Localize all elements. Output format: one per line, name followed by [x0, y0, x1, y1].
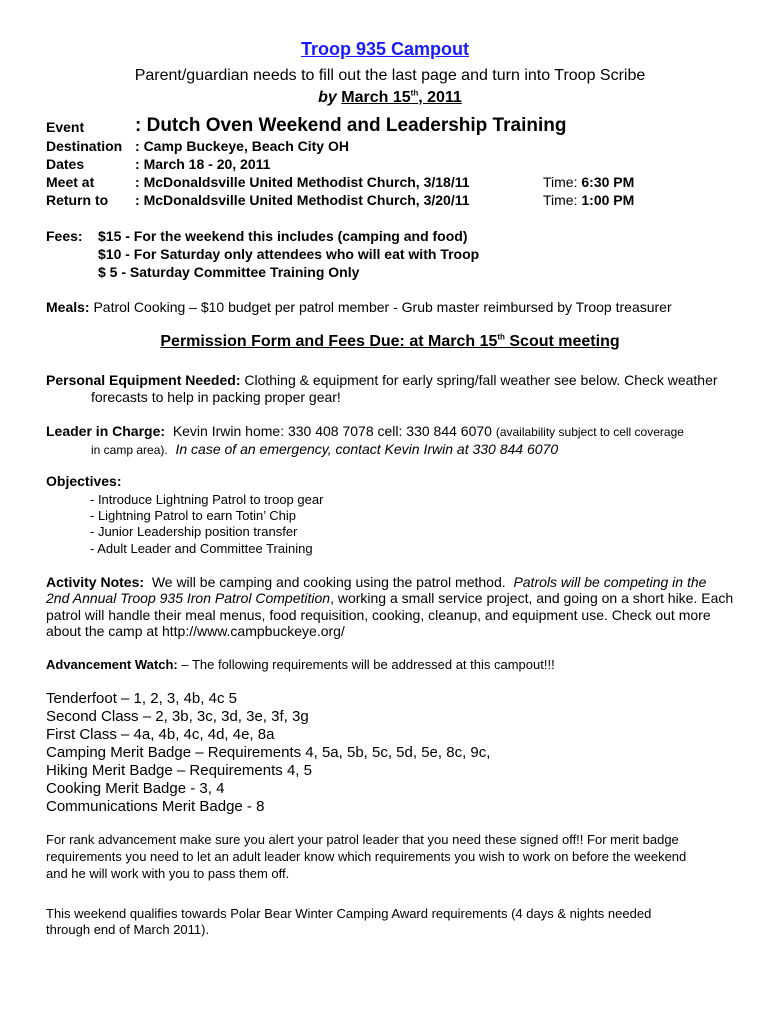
polar-note-line: This weekend qualifies towards Polar Bear Winter Camping Award requirements (4 days & nights needed — [46, 906, 652, 921]
subtitle: Parent/guardian needs to fill out the last page and turn into Troop Scribe — [134, 67, 646, 84]
list-item: - Introduce Lightning Patrol to troop gear — [90, 492, 324, 507]
rank-note-line: and he will work with you to pass them off. — [46, 866, 290, 881]
dates-label: Dates — [46, 156, 85, 172]
meet-label: Meet at — [46, 174, 95, 190]
dates-value: : March 18 - 20, 2011 — [135, 156, 271, 172]
leader-line: Leader in Charge: Kevin Irwin home: 330 408 7078 cell: 330 844 6070 (availability subject to cell coverage — [46, 423, 684, 439]
due-date: by March 15th, 2011 — [318, 88, 462, 106]
list-item: - Adult Leader and Committee Training — [90, 541, 313, 556]
activity-line-3: patrol will handle their meal menus, food requisition, cooking, cleanup, and equipment use. Check out more — [46, 607, 711, 623]
meet-time: Time: 6:30 PM — [543, 174, 635, 190]
list-item: Camping Merit Badge – Requirements 4, 5a, 5b, 5c, 5d, 5e, 8c, 9c, — [46, 744, 491, 761]
objectives-label: Objectives: — [46, 473, 122, 489]
return-value: : McDonaldsville United Methodist Church, 3/20/11 — [135, 192, 470, 208]
advancement-heading: Advancement Watch: – The following requirements will be addressed at this campout!!! — [46, 657, 555, 672]
rank-note-line: requirements you need to let an adult leader know which requirements you wish to work on before the weekend — [46, 849, 687, 864]
return-time: Time: 1:00 PM — [543, 192, 635, 208]
list-item: - Lightning Patrol to earn Totin’ Chip — [90, 508, 296, 523]
equipment-line-2: forecasts to help in packing proper gear! — [91, 389, 341, 405]
list-item: First Class – 4a, 4b, 4c, 4d, 4e, 8a — [46, 726, 275, 743]
list-item: Tenderfoot – 1, 2, 3, 4b, 4c 5 — [46, 690, 237, 707]
event-value: : Dutch Oven Weekend and Leadership Training — [135, 115, 567, 136]
meals: Meals: Patrol Cooking – $10 budget per patrol member - Grub master reimbursed by Troop treasurer — [46, 299, 672, 315]
fee-line: $10 - For Saturday only attendees who will eat with Troop — [98, 246, 480, 262]
fees-label: Fees: — [46, 228, 83, 244]
destination-value: : Camp Buckeye, Beach City OH — [135, 138, 349, 154]
meet-value: : McDonaldsville United Methodist Church, 3/18/11 — [135, 174, 470, 190]
return-label: Return to — [46, 192, 109, 208]
leader-line-2: in camp area). In case of an emergency, contact Kevin Irwin at 330 844 6070 — [91, 441, 559, 457]
destination-label: Destination — [46, 138, 123, 154]
fee-line: $15 - For the weekend this includes (camping and food) — [98, 228, 468, 244]
activity-line-4: about the camp at http://www.campbuckeye.org/ — [46, 623, 345, 639]
list-item: Hiking Merit Badge – Requirements 4, 5 — [46, 762, 312, 779]
list-item: Communications Merit Badge - 8 — [46, 798, 265, 815]
equipment-line: Personal Equipment Needed: Clothing & equipment for early spring/fall weather see below. Check weather — [46, 372, 718, 388]
activity-line-1: Activity Notes: We will be camping and cooking using the patrol method. Patrols will be competing in the — [46, 574, 707, 590]
polar-note-line: through end of March 2011). — [46, 922, 210, 937]
document-title[interactable]: Troop 935 Campout — [300, 39, 470, 59]
rank-note-line: For rank advancement make sure you alert your patrol leader that you need these signed off!! For merit badge — [46, 832, 679, 847]
list-item: Second Class – 2, 3b, 3c, 3d, 3e, 3f, 3g — [46, 708, 309, 725]
permission-heading: Permission Form and Fees Due: at March 15th Scout meeting — [160, 332, 620, 350]
activity-line-2: 2nd Annual Troop 935 Iron Patrol Competition, working a small service project, and going on a short hike. Each — [46, 590, 734, 606]
fee-line: $ 5 - Saturday Committee Training Only — [98, 264, 360, 280]
event-label: Event — [46, 119, 85, 135]
list-item: - Junior Leadership position transfer — [90, 524, 298, 539]
list-item: Cooking Merit Badge - 3, 4 — [46, 780, 225, 797]
